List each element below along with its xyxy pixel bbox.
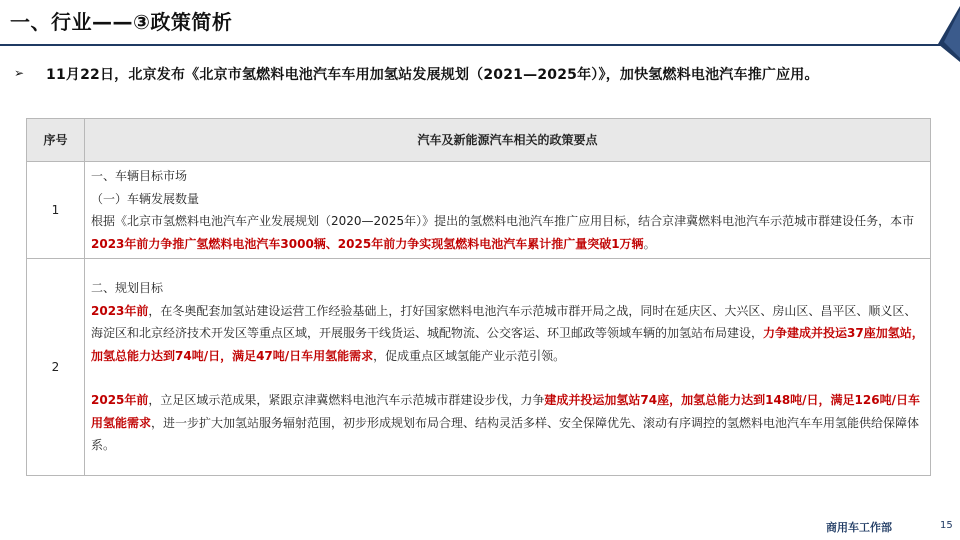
- section-heading: 一、车辆目标市场: [91, 169, 188, 183]
- headline-text: 11月22日，北京发布《北京市氢燃料电池汽车车用加氢站发展规划（2021—2025年）》，加快氢燃料电池汽车推广应用。: [46, 67, 819, 83]
- text-highlight: 建成并投运加氢站74座，加氢总能力达到148吨/日，满足126吨/日车用氢能需求: [91, 393, 920, 430]
- text-highlight: 力争建成并投运37座加氢站，加氢总能力达到74吨/日，满足47吨/日车用氢能需求: [91, 326, 924, 363]
- subsection-heading: （一）车辆发展数量: [91, 191, 200, 206]
- row-content: [85, 162, 931, 259]
- text-plain: 根据《北京市氢燃料电池汽车产业发展规划（2020—2025年）》提出的氢燃料电池汽车推广应用目标，结合京津冀燃料电池汽车示范城市群建设任务，本市: [91, 214, 915, 228]
- table-row: [27, 259, 931, 476]
- section-heading: 二、规划目标: [91, 281, 164, 296]
- table-header-row: [27, 119, 931, 162]
- paragraph-2023: [91, 300, 924, 368]
- text-highlight: 2023年前力争推广氢燃料电池汽车3000辆、2025年前力争实现氢燃料电池汽车累计推广量突破1万辆: [91, 236, 644, 251]
- page-title: 一、行业——③政策简析: [10, 10, 233, 34]
- paragraph: [91, 210, 924, 255]
- text-highlight: 2023年前: [91, 303, 149, 318]
- row-content: [85, 259, 931, 476]
- table-row: [27, 162, 931, 259]
- bullet-arrow-icon: ➢: [14, 66, 25, 80]
- footer-department: 商用车工作部: [826, 521, 892, 534]
- text-plain: ，进一步扩大加氢站服务辐射范围，初步形成规划布局合理、结构灵活多样、安全保障优先、滚动有序调控的氢燃料电池汽车车用氢能供给保障体系。: [91, 415, 920, 453]
- text-plain: ，在冬奥配套加氢站建设运营工作经验基础上，打好国家燃料电池汽车示范城市群开局之战，同时在延庆区、大兴区、房山区、昌平区、顺义区、海淀区和北京经济技术开发区等重点区域，开展服务干线货运、城配物流、公交客运、环卫邮政等领域车辆的加氢站布局建设，: [91, 303, 917, 341]
- text-plain: 。: [643, 236, 656, 251]
- page-number: 15: [940, 520, 953, 531]
- policy-table: [26, 118, 931, 476]
- title-divider: [0, 44, 944, 46]
- paragraph-2025: [91, 389, 924, 457]
- text-highlight: 2025年前: [91, 393, 149, 408]
- text-plain: ，立足区域示范成果，紧跟京津冀燃料电池汽车示范城市群建设步伐，力争: [148, 393, 545, 408]
- header-num: 序号: [27, 119, 85, 162]
- row-number: 1: [27, 162, 85, 259]
- corner-decoration-icon: [938, 6, 960, 62]
- row-number: 2: [27, 259, 85, 476]
- text-plain: ，促成重点区域氢能产业示范引领。: [373, 348, 566, 363]
- header-policy: 汽车及新能源汽车相关的政策要点: [85, 119, 931, 162]
- paragraph-gap: [91, 367, 924, 389]
